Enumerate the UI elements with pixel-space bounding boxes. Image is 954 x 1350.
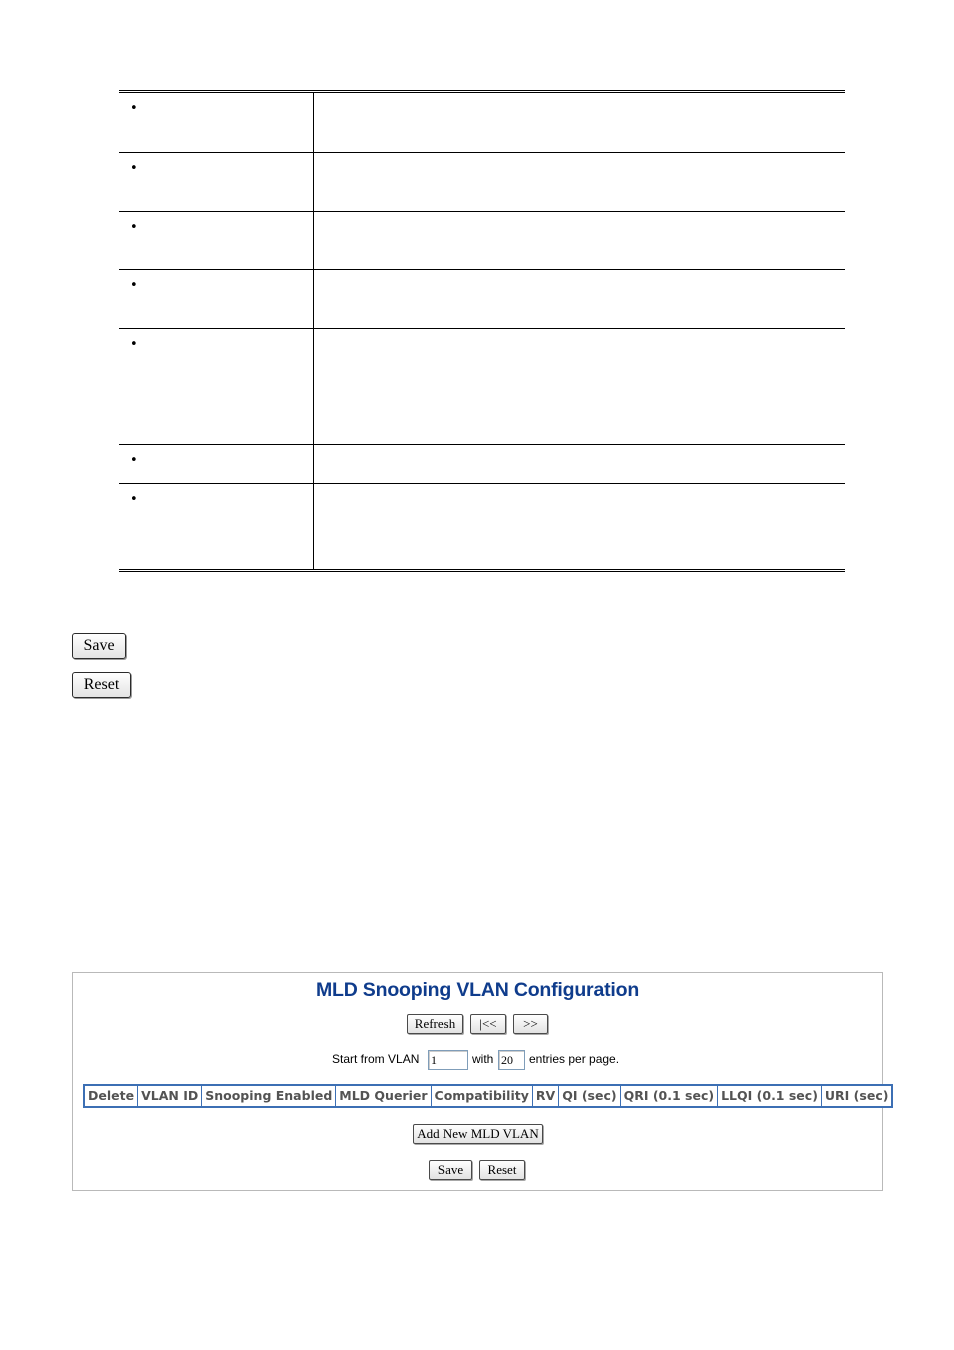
panel-reset-button[interactable]: Reset (479, 1160, 525, 1180)
parameter-description-cell (314, 270, 846, 329)
column-header-compatibility: Compatibility (431, 1085, 532, 1107)
parameter-description-cell (314, 445, 846, 484)
parameter-row (119, 270, 845, 329)
table-header-row (84, 1085, 892, 1107)
parameter-row (119, 329, 845, 445)
parameter-object-cell (119, 445, 314, 484)
parameter-description-cell (314, 484, 846, 571)
parameter-row (119, 212, 845, 270)
parameter-description-cell (314, 92, 846, 153)
parameter-row (119, 484, 845, 571)
column-header-qri: QRI (0.1 sec) (620, 1085, 718, 1107)
column-header-vlan-id: VLAN ID (138, 1085, 202, 1107)
save-button[interactable]: Save (72, 633, 126, 659)
parameter-description-cell (314, 153, 846, 212)
parameter-object-cell (119, 484, 314, 571)
mld-vlan-table (83, 1084, 893, 1108)
bullet-icon: • (130, 161, 138, 176)
bullet-icon: • (130, 220, 138, 235)
column-header-snooping-enabled: Snooping Enabled (202, 1085, 336, 1107)
bullet-icon: • (130, 453, 138, 468)
parameter-row (119, 153, 845, 212)
parameter-object-cell (119, 212, 314, 270)
parameter-description-cell (314, 329, 846, 445)
mld-vlan-config-panel (72, 972, 889, 1191)
reset-button[interactable]: Reset (72, 672, 131, 698)
column-header-llqi: LLQI (0.1 sec) (718, 1085, 822, 1107)
parameter-row (119, 445, 845, 484)
parameter-object-cell (119, 153, 314, 212)
bullet-icon: • (130, 101, 138, 116)
entries-suffix-label: entries per page. (529, 1052, 620, 1066)
with-label: with (472, 1052, 494, 1066)
parameter-row (119, 92, 845, 153)
bullet-icon: • (130, 278, 138, 293)
refresh-button[interactable]: Refresh (407, 1014, 463, 1034)
start-from-label: Start from VLAN (332, 1052, 420, 1066)
panel-save-button[interactable]: Save (429, 1160, 472, 1180)
first-page-button[interactable]: |<< (470, 1014, 506, 1034)
bullet-icon: • (130, 492, 138, 507)
parameter-object-cell (119, 329, 314, 445)
column-header-rv: RV (532, 1085, 558, 1107)
start-vlan-input[interactable] (428, 1050, 468, 1070)
bullet-icon: • (130, 337, 138, 352)
parameter-object-cell (119, 270, 314, 329)
column-header-uri: URI (sec) (821, 1085, 892, 1107)
next-page-button[interactable]: >> (513, 1014, 548, 1034)
page-title: MLD Snooping VLAN Configuration (315, 979, 640, 1001)
column-header-qi: QI (sec) (559, 1085, 620, 1107)
entries-per-page-input[interactable] (498, 1050, 525, 1070)
column-header-delete: Delete (84, 1085, 138, 1107)
column-header-mld-querier: MLD Querier (336, 1085, 431, 1107)
parameter-table (119, 90, 845, 572)
add-new-mld-vlan-button[interactable]: Add New MLD VLAN (413, 1124, 543, 1144)
parameter-object-cell (119, 92, 314, 153)
parameter-description-cell (314, 212, 846, 270)
